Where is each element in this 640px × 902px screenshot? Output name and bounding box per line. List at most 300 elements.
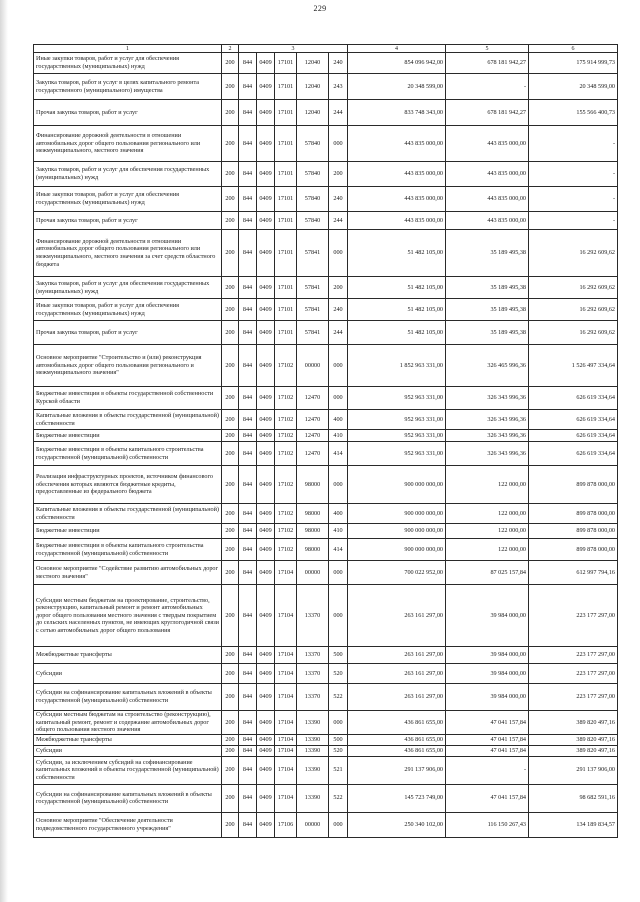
code-cell: 200 xyxy=(222,539,239,561)
table-row xyxy=(34,410,618,430)
row-name: Субсидии xyxy=(34,664,222,684)
code-cell: 521 xyxy=(329,756,348,784)
code-cell: 00000 xyxy=(297,345,329,387)
amount-planned: 145 723 749,00 xyxy=(348,784,446,812)
row-name: Основное мероприятие "Обеспечение деятельности подведомственного государственного учреждения" xyxy=(34,812,222,837)
code-cell: 12470 xyxy=(297,387,329,410)
row-name: Капитальные вложения в объекты государственной (муниципальной) собственности xyxy=(34,410,222,430)
amount-remaining: 16 292 609,62 xyxy=(529,277,618,299)
code-cell: 17104 xyxy=(275,684,297,711)
table-row xyxy=(34,745,618,756)
amount-remaining: 223 177 297,00 xyxy=(529,647,618,664)
amount-executed: 116 150 267,43 xyxy=(446,812,529,837)
code-cell: 0409 xyxy=(257,387,275,410)
code-cell: 17101 xyxy=(275,100,297,126)
code-cell: 844 xyxy=(239,684,257,711)
amount-executed: 35 189 495,38 xyxy=(446,230,529,277)
row-name: Реализация инфраструктурных проектов, источником финансового обеспечения которых являются бюджетные кредиты, предоставленные из федерального бюджета xyxy=(34,466,222,504)
code-cell: 844 xyxy=(239,230,257,277)
code-cell: 844 xyxy=(239,345,257,387)
code-cell: 244 xyxy=(329,100,348,126)
code-cell: 200 xyxy=(222,442,239,466)
amount-planned: 443 835 000,00 xyxy=(348,162,446,187)
code-cell: 13370 xyxy=(297,664,329,684)
code-cell: 17102 xyxy=(275,410,297,430)
code-cell: 844 xyxy=(239,539,257,561)
code-cell: 200 xyxy=(222,784,239,812)
amount-executed: 122 000,00 xyxy=(446,466,529,504)
amount-planned: 700 022 952,00 xyxy=(348,561,446,585)
row-name: Субсидии местным бюджетам на проектирование, строительство, реконструкцию, капитальный ремонт и ремонт автомобильных дорог общего пользования местного значения с твердым покрытием до сельских населенных пунктов, не имеющих круглогодичной связи с сетью автомобильных дорог общего пользования xyxy=(34,585,222,647)
code-cell: 0409 xyxy=(257,162,275,187)
code-cell: 0409 xyxy=(257,410,275,430)
row-name: Бюджетные инвестиции xyxy=(34,430,222,442)
code-cell: 17101 xyxy=(275,212,297,230)
scan-edge-shadow xyxy=(0,0,8,902)
code-cell: 0409 xyxy=(257,100,275,126)
code-cell: 200 xyxy=(222,647,239,664)
amount-executed: 87 025 157,84 xyxy=(446,561,529,585)
code-cell: 844 xyxy=(239,430,257,442)
code-cell: 200 xyxy=(222,187,239,212)
row-name: Прочая закупка товаров, работ и услуг xyxy=(34,100,222,126)
code-cell: 13370 xyxy=(297,585,329,647)
code-cell: 500 xyxy=(329,647,348,664)
amount-remaining: 134 189 834,57 xyxy=(529,812,618,837)
code-cell: 12470 xyxy=(297,442,329,466)
amount-executed: 122 000,00 xyxy=(446,504,529,524)
code-cell: 17102 xyxy=(275,539,297,561)
code-cell: 0409 xyxy=(257,74,275,100)
amount-remaining: 16 292 609,62 xyxy=(529,230,618,277)
table-row xyxy=(34,647,618,664)
header-cell: 2 xyxy=(222,45,239,53)
code-cell: 522 xyxy=(329,784,348,812)
code-cell: 17102 xyxy=(275,504,297,524)
amount-executed: - xyxy=(446,756,529,784)
code-cell: 17101 xyxy=(275,299,297,321)
code-cell: 000 xyxy=(329,466,348,504)
page-number: 229 xyxy=(313,4,327,13)
amount-planned: 952 963 331,00 xyxy=(348,410,446,430)
code-cell: 17102 xyxy=(275,387,297,410)
code-cell: 0409 xyxy=(257,524,275,539)
amount-planned: 900 000 000,00 xyxy=(348,539,446,561)
table-row xyxy=(34,126,618,162)
code-cell: 0409 xyxy=(257,430,275,442)
row-name: Субсидии местным бюджетам на строительство (реконструкцию), капитальный ремонт, ремонт и содержание автомобильных дорог общего пользования местного значения xyxy=(34,711,222,735)
code-cell: 17101 xyxy=(275,187,297,212)
code-cell: 0409 xyxy=(257,585,275,647)
table-row xyxy=(34,345,618,387)
amount-executed: 39 984 000,00 xyxy=(446,664,529,684)
code-cell: 17102 xyxy=(275,466,297,504)
amount-executed: 47 041 157,84 xyxy=(446,711,529,735)
code-cell: 000 xyxy=(329,561,348,585)
code-cell: 200 xyxy=(222,664,239,684)
amount-executed: 443 835 000,00 xyxy=(446,187,529,212)
amount-planned: 443 835 000,00 xyxy=(348,212,446,230)
code-cell: 0409 xyxy=(257,442,275,466)
code-cell: 98000 xyxy=(297,466,329,504)
amount-planned: 436 861 655,00 xyxy=(348,745,446,756)
row-name: Субсидии xyxy=(34,745,222,756)
code-cell: 200 xyxy=(222,299,239,321)
code-cell: 844 xyxy=(239,187,257,212)
amount-planned: 900 000 000,00 xyxy=(348,524,446,539)
amount-planned: 952 963 331,00 xyxy=(348,430,446,442)
code-cell: 200 xyxy=(329,277,348,299)
amount-planned: 1 852 963 331,00 xyxy=(348,345,446,387)
table-row xyxy=(34,74,618,100)
table-row xyxy=(34,299,618,321)
code-cell: 0409 xyxy=(257,711,275,735)
code-cell: 200 xyxy=(222,561,239,585)
code-cell: 0409 xyxy=(257,126,275,162)
amount-executed: 122 000,00 xyxy=(446,539,529,561)
code-cell: 844 xyxy=(239,711,257,735)
column-number-row xyxy=(34,45,618,53)
row-name: Субсидии, за исключением субсидий на софинансирование капитальных вложений в объекты государственной (муниципальной) собственности xyxy=(34,756,222,784)
code-cell: 844 xyxy=(239,277,257,299)
code-cell: 844 xyxy=(239,756,257,784)
amount-planned: 833 748 343,00 xyxy=(348,100,446,126)
amount-remaining: 389 820 497,16 xyxy=(529,745,618,756)
code-cell: 13370 xyxy=(297,684,329,711)
code-cell: 200 xyxy=(222,466,239,504)
amount-planned: 51 482 105,00 xyxy=(348,299,446,321)
code-cell: 000 xyxy=(329,711,348,735)
code-cell: 844 xyxy=(239,647,257,664)
table-row xyxy=(34,162,618,187)
amount-executed: 47 041 157,84 xyxy=(446,784,529,812)
row-name: Иные закупки товаров, работ и услуг для обеспечения государственных (муниципальных) нужд xyxy=(34,53,222,74)
amount-remaining: 155 566 400,73 xyxy=(529,100,618,126)
amount-executed: 122 000,00 xyxy=(446,524,529,539)
amount-planned: 900 000 000,00 xyxy=(348,504,446,524)
amount-remaining: 899 878 000,00 xyxy=(529,539,618,561)
code-cell: 13390 xyxy=(297,734,329,745)
code-cell: 17102 xyxy=(275,345,297,387)
code-cell: 000 xyxy=(329,585,348,647)
table-row xyxy=(34,466,618,504)
amount-executed: 47 041 157,84 xyxy=(446,734,529,745)
code-cell: 57840 xyxy=(297,126,329,162)
row-name: Бюджетные инвестиции в объекты капитального строительства государственной (муниципальной) собственности xyxy=(34,539,222,561)
row-name: Основное мероприятие "Строительство и (или) реконструкция автомобильных дорог общего пользования регионального и межмуниципального значения" xyxy=(34,345,222,387)
code-cell: 13390 xyxy=(297,756,329,784)
code-cell: 0409 xyxy=(257,277,275,299)
budget-execution-table xyxy=(33,44,618,838)
code-cell: 57841 xyxy=(297,299,329,321)
code-cell: 13390 xyxy=(297,711,329,735)
code-cell: 410 xyxy=(329,430,348,442)
code-cell: 00000 xyxy=(297,561,329,585)
code-cell: 98000 xyxy=(297,539,329,561)
table-row xyxy=(34,230,618,277)
amount-remaining: 626 619 334,64 xyxy=(529,387,618,410)
amount-remaining: 175 914 999,73 xyxy=(529,53,618,74)
code-cell: 57841 xyxy=(297,230,329,277)
code-cell: 0409 xyxy=(257,745,275,756)
code-cell: 200 xyxy=(222,53,239,74)
code-cell: 17101 xyxy=(275,321,297,345)
amount-planned: 900 000 000,00 xyxy=(348,466,446,504)
header-cell: 4 xyxy=(348,45,446,53)
amount-executed: 35 189 495,38 xyxy=(446,277,529,299)
header-cell: 6 xyxy=(529,45,618,53)
table-row xyxy=(34,585,618,647)
table-row xyxy=(34,539,618,561)
code-cell: 98000 xyxy=(297,504,329,524)
code-cell: 13390 xyxy=(297,784,329,812)
code-cell: 200 xyxy=(222,756,239,784)
code-cell: 200 xyxy=(222,321,239,345)
code-cell: 200 xyxy=(222,410,239,430)
code-cell: 000 xyxy=(329,345,348,387)
code-cell: 000 xyxy=(329,230,348,277)
amount-planned: 263 161 297,00 xyxy=(348,664,446,684)
code-cell: 12470 xyxy=(297,410,329,430)
code-cell: 844 xyxy=(239,410,257,430)
code-cell: 000 xyxy=(329,126,348,162)
code-cell: 844 xyxy=(239,664,257,684)
amount-planned: 443 835 000,00 xyxy=(348,126,446,162)
code-cell: 400 xyxy=(329,410,348,430)
amount-planned: 51 482 105,00 xyxy=(348,321,446,345)
row-name: Межбюджетные трансферты xyxy=(34,647,222,664)
code-cell: 200 xyxy=(222,230,239,277)
code-cell: 00000 xyxy=(297,812,329,837)
amount-executed: 39 984 000,00 xyxy=(446,684,529,711)
amount-remaining: 1 526 497 334,64 xyxy=(529,345,618,387)
row-name: Субсидии на софинансирование капитальных вложений в объекты государственной (муниципальной) собственности xyxy=(34,784,222,812)
amount-executed: - xyxy=(446,74,529,100)
code-cell: 17102 xyxy=(275,442,297,466)
code-cell: 57841 xyxy=(297,277,329,299)
table-row xyxy=(34,442,618,466)
amount-planned: 443 835 000,00 xyxy=(348,187,446,212)
code-cell: 520 xyxy=(329,745,348,756)
amount-remaining: 98 682 591,16 xyxy=(529,784,618,812)
code-cell: 844 xyxy=(239,504,257,524)
amount-remaining: - xyxy=(529,162,618,187)
code-cell: 200 xyxy=(222,162,239,187)
code-cell: 200 xyxy=(222,711,239,735)
table-row xyxy=(34,812,618,837)
code-cell: 520 xyxy=(329,664,348,684)
code-cell: 17101 xyxy=(275,53,297,74)
code-cell: 0409 xyxy=(257,212,275,230)
code-cell: 17104 xyxy=(275,734,297,745)
row-name: Капитальные вложения в объекты государственной (муниципальной) собственности xyxy=(34,504,222,524)
code-cell: 17104 xyxy=(275,585,297,647)
code-cell: 200 xyxy=(222,126,239,162)
table-row xyxy=(34,711,618,735)
code-cell: 200 xyxy=(222,684,239,711)
row-name: Закупка товаров, работ и услуг для обеспечения государственных (муниципальных) нужд xyxy=(34,162,222,187)
amount-executed: 678 181 942,27 xyxy=(446,53,529,74)
code-cell: 244 xyxy=(329,321,348,345)
code-cell: 844 xyxy=(239,387,257,410)
amount-remaining: 626 619 334,64 xyxy=(529,442,618,466)
code-cell: 98000 xyxy=(297,524,329,539)
amount-remaining: 389 820 497,16 xyxy=(529,734,618,745)
code-cell: 844 xyxy=(239,162,257,187)
row-name: Закупка товаров, работ и услуг в целях капитального ремонта государственного (муниципального) имущества xyxy=(34,74,222,100)
code-cell: 240 xyxy=(329,299,348,321)
code-cell: 13390 xyxy=(297,745,329,756)
amount-planned: 51 482 105,00 xyxy=(348,230,446,277)
code-cell: 0409 xyxy=(257,53,275,74)
code-cell: 17104 xyxy=(275,664,297,684)
row-name: Финансирование дорожной деятельности в отношении автомобильных дорог общего пользования регионального или межмуниципального, местного значения xyxy=(34,126,222,162)
code-cell: 17101 xyxy=(275,277,297,299)
code-cell: 57841 xyxy=(297,321,329,345)
amount-planned: 263 161 297,00 xyxy=(348,647,446,664)
table-row xyxy=(34,561,618,585)
amount-executed: 39 984 000,00 xyxy=(446,647,529,664)
header-cell: 3 xyxy=(239,45,348,53)
amount-planned: 436 861 655,00 xyxy=(348,734,446,745)
code-cell: 17101 xyxy=(275,74,297,100)
code-cell: 200 xyxy=(222,212,239,230)
code-cell: 0409 xyxy=(257,734,275,745)
amount-planned: 854 096 942,00 xyxy=(348,53,446,74)
row-name: Основное мероприятие "Содействие развитию автомобильных дорог местного значения" xyxy=(34,561,222,585)
code-cell: 844 xyxy=(239,524,257,539)
table-row xyxy=(34,524,618,539)
code-cell: 0409 xyxy=(257,230,275,277)
code-cell: 844 xyxy=(239,53,257,74)
code-cell: 0409 xyxy=(257,784,275,812)
amount-executed: 443 835 000,00 xyxy=(446,212,529,230)
code-cell: 0409 xyxy=(257,561,275,585)
code-cell: 17102 xyxy=(275,430,297,442)
code-cell: 844 xyxy=(239,466,257,504)
code-cell: 17101 xyxy=(275,162,297,187)
amount-remaining: - xyxy=(529,126,618,162)
code-cell: 844 xyxy=(239,745,257,756)
code-cell: 17104 xyxy=(275,784,297,812)
code-cell: 200 xyxy=(222,812,239,837)
code-cell: 12040 xyxy=(297,100,329,126)
amount-remaining: 626 619 334,64 xyxy=(529,430,618,442)
code-cell: 17106 xyxy=(275,812,297,837)
amount-remaining: - xyxy=(529,187,618,212)
code-cell: 844 xyxy=(239,561,257,585)
table-row xyxy=(34,430,618,442)
code-cell: 200 xyxy=(222,387,239,410)
code-cell: 0409 xyxy=(257,664,275,684)
amount-executed: 39 984 000,00 xyxy=(446,585,529,647)
table-row xyxy=(34,756,618,784)
row-name: Бюджетные инвестиции в объекты капитального строительства государственной (муниципальной) собственности xyxy=(34,442,222,466)
code-cell: 000 xyxy=(329,812,348,837)
amount-remaining: 899 878 000,00 xyxy=(529,504,618,524)
code-cell: 844 xyxy=(239,812,257,837)
code-cell: 844 xyxy=(239,442,257,466)
header-cell: 1 xyxy=(34,45,222,53)
code-cell: 0409 xyxy=(257,684,275,711)
code-cell: 200 xyxy=(222,734,239,745)
code-cell: 844 xyxy=(239,212,257,230)
amount-executed: 326 343 996,36 xyxy=(446,430,529,442)
row-name: Прочая закупка товаров, работ и услуг xyxy=(34,321,222,345)
code-cell: 17104 xyxy=(275,756,297,784)
amount-executed: 326 343 996,36 xyxy=(446,410,529,430)
code-cell: 522 xyxy=(329,684,348,711)
table-row xyxy=(34,212,618,230)
row-name: Субсидии на софинансирование капитальных вложений в объекты государственной (муниципальной) собственности xyxy=(34,684,222,711)
row-name: Прочая закупка товаров, работ и услуг xyxy=(34,212,222,230)
amount-planned: 263 161 297,00 xyxy=(348,585,446,647)
code-cell: 240 xyxy=(329,187,348,212)
code-cell: 13370 xyxy=(297,647,329,664)
code-cell: 844 xyxy=(239,299,257,321)
code-cell: 244 xyxy=(329,212,348,230)
code-cell: 414 xyxy=(329,539,348,561)
amount-executed: 326 343 996,36 xyxy=(446,387,529,410)
header-cell: 5 xyxy=(446,45,529,53)
code-cell: 0409 xyxy=(257,187,275,212)
code-cell: 243 xyxy=(329,74,348,100)
code-cell: 12470 xyxy=(297,430,329,442)
code-cell: 200 xyxy=(222,430,239,442)
code-cell: 200 xyxy=(222,524,239,539)
amount-remaining: 389 820 497,16 xyxy=(529,711,618,735)
table-row xyxy=(34,100,618,126)
code-cell: 200 xyxy=(329,162,348,187)
code-cell: 0409 xyxy=(257,345,275,387)
code-cell: 500 xyxy=(329,734,348,745)
table-row xyxy=(34,684,618,711)
amount-executed: 443 835 000,00 xyxy=(446,126,529,162)
table-row xyxy=(34,321,618,345)
code-cell: 17101 xyxy=(275,126,297,162)
code-cell: 57840 xyxy=(297,162,329,187)
code-cell: 0409 xyxy=(257,321,275,345)
code-cell: 844 xyxy=(239,585,257,647)
table-row xyxy=(34,664,618,684)
amount-executed: 326 465 996,36 xyxy=(446,345,529,387)
code-cell: 200 xyxy=(222,504,239,524)
code-cell: 17104 xyxy=(275,561,297,585)
code-cell: 17104 xyxy=(275,745,297,756)
code-cell: 0409 xyxy=(257,756,275,784)
amount-planned: 20 348 599,00 xyxy=(348,74,446,100)
code-cell: 17104 xyxy=(275,711,297,735)
amount-remaining: 899 878 000,00 xyxy=(529,524,618,539)
amount-remaining: 223 177 297,00 xyxy=(529,664,618,684)
code-cell: 410 xyxy=(329,524,348,539)
code-cell: 844 xyxy=(239,74,257,100)
amount-executed: 326 343 996,36 xyxy=(446,442,529,466)
row-name: Иные закупки товаров, работ и услуг для обеспечения государственных (муниципальных) нужд xyxy=(34,299,222,321)
code-cell: 844 xyxy=(239,100,257,126)
code-cell: 844 xyxy=(239,321,257,345)
row-name: Бюджетные инвестиции в объекты государственной собственности Курской области xyxy=(34,387,222,410)
amount-executed: 443 835 000,00 xyxy=(446,162,529,187)
code-cell: 0409 xyxy=(257,539,275,561)
row-name: Бюджетные инвестиции xyxy=(34,524,222,539)
code-cell: 0409 xyxy=(257,299,275,321)
amount-remaining: 291 137 906,00 xyxy=(529,756,618,784)
amount-remaining: 626 619 334,64 xyxy=(529,410,618,430)
code-cell: 57840 xyxy=(297,212,329,230)
amount-remaining: - xyxy=(529,212,618,230)
code-cell: 844 xyxy=(239,784,257,812)
